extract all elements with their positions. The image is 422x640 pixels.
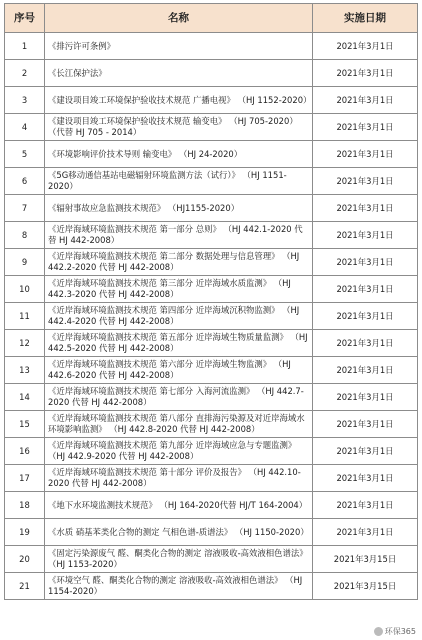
table-row [5, 519, 418, 546]
row-name: 《辐射事故应急监测技术规范》 （HJ1155-2020） [45, 195, 313, 222]
row-name: 《近岸海域环境监测技术规范 第一部分 总则》 （HJ 442.1-2020 代替 HJ 442-2008） [45, 222, 313, 249]
row-name: 《建设项目竣工环境保护验收技术规范 输变电》 （HJ 705-2020） （代替 HJ 705 - 2014） [45, 114, 313, 141]
table-row [5, 330, 418, 357]
row-name: 《近岸海域环境监测技术规范 第六部分 近岸海域生物监测》 （HJ 442.6-2020 代替 HJ 442-2008） [45, 357, 313, 384]
row-no: 11 [5, 303, 45, 330]
row-no: 13 [5, 357, 45, 384]
row-date: 2021年3月15日 [313, 573, 418, 600]
table-row [5, 492, 418, 519]
table-row [5, 573, 418, 600]
row-no: 2 [5, 60, 45, 87]
row-no: 9 [5, 249, 45, 276]
row-no: 18 [5, 492, 45, 519]
row-date: 2021年3月1日 [313, 384, 418, 411]
row-no: 16 [5, 438, 45, 465]
row-date: 2021年3月15日 [313, 546, 418, 573]
row-date: 2021年3月1日 [313, 276, 418, 303]
standards-table [4, 3, 418, 600]
header-name: 名称 [45, 4, 313, 33]
row-no: 7 [5, 195, 45, 222]
row-name: 《水质 硝基苯类化合物的测定 气相色谱-质谱法》 （HJ 1150-2020） [45, 519, 313, 546]
row-name: 《近岸海域环境监测技术规范 第七部分 入海河流监测》 （HJ 442.7-2020 代替 HJ 442-2008） [45, 384, 313, 411]
row-no: 19 [5, 519, 45, 546]
row-date: 2021年3月1日 [313, 222, 418, 249]
row-no: 12 [5, 330, 45, 357]
row-name: 《地下水环境监测技术规范》 （HJ 164-2020代替 HJ/T 164-2004） [45, 492, 313, 519]
row-date: 2021年3月1日 [313, 114, 418, 141]
table-row [5, 195, 418, 222]
row-date: 2021年3月1日 [313, 249, 418, 276]
row-name: 《近岸海域环境监测技术规范 第十部分 评价及报告》 （HJ 442.10-2020 代替 HJ 442-2008） [45, 465, 313, 492]
table-row [5, 303, 418, 330]
row-date: 2021年3月1日 [313, 87, 418, 114]
row-name: 《固定污染源废气 醛、酮类化合物的测定 溶液吸收-高效液相色谱法》 （HJ 1153-2020） [45, 546, 313, 573]
row-name: 《近岸海域环境监测技术规范 第二部分 数据处理与信息管理》 （HJ 442.2-2020 代替 HJ 442-2008） [45, 249, 313, 276]
table-row [5, 384, 418, 411]
row-date: 2021年3月1日 [313, 357, 418, 384]
row-no: 8 [5, 222, 45, 249]
brand-text: 环保365 [384, 627, 416, 636]
row-date: 2021年3月1日 [313, 465, 418, 492]
row-no: 17 [5, 465, 45, 492]
row-no: 5 [5, 141, 45, 168]
row-no: 21 [5, 573, 45, 600]
row-name: 《近岸海域环境监测技术规范 第四部分 近岸海域沉积物监测》 （HJ 442.4-2020 代替 HJ 442-2008） [45, 303, 313, 330]
brand-logo-icon [374, 627, 383, 636]
row-date: 2021年3月1日 [313, 492, 418, 519]
table-row [5, 141, 418, 168]
row-name: 《环境空气 醛、酮类化合物的测定 溶液吸收-高效液相色谱法》 （HJ 1154-2020） [45, 573, 313, 600]
table-row [5, 276, 418, 303]
header-date: 实施日期 [313, 4, 418, 33]
row-name: 《近岸海域环境监测技术规范 第八部分 直排海污染源及对近岸海域水环境影响监测》 （HJ 442.8-2020 代替 HJ 442-2008） [45, 411, 313, 438]
table-row [5, 438, 418, 465]
row-name: 《近岸海域环境监测技术规范 第三部分 近岸海域水质监测》 （HJ 442.3-2020 代替 HJ 442-2008） [45, 276, 313, 303]
table-row [5, 114, 418, 141]
row-date: 2021年3月1日 [313, 330, 418, 357]
row-date: 2021年3月1日 [313, 411, 418, 438]
brand-watermark [374, 626, 416, 637]
row-name: 《5G移动通信基站电磁辐射环境监测方法（试行）》 （HJ 1151-2020） [45, 168, 313, 195]
table-row [5, 546, 418, 573]
row-date: 2021年3月1日 [313, 195, 418, 222]
row-date: 2021年3月1日 [313, 141, 418, 168]
row-no: 4 [5, 114, 45, 141]
row-no: 10 [5, 276, 45, 303]
row-no: 1 [5, 33, 45, 60]
row-date: 2021年3月1日 [313, 438, 418, 465]
row-no: 6 [5, 168, 45, 195]
table-header-row [5, 4, 418, 33]
row-date: 2021年3月1日 [313, 303, 418, 330]
table-row [5, 222, 418, 249]
table-row [5, 465, 418, 492]
row-date: 2021年3月1日 [313, 33, 418, 60]
table-row [5, 249, 418, 276]
table-row [5, 33, 418, 60]
row-name: 《建设项目竣工环境保护验收技术规范 广播电视》 （HJ 1152-2020） [45, 87, 313, 114]
table-row [5, 411, 418, 438]
row-name: 《近岸海域环境监测技术规范 第九部分 近岸海域应急与专题监测》 （HJ 442.9-2020 代替 HJ 442-2008） [45, 438, 313, 465]
row-date: 2021年3月1日 [313, 60, 418, 87]
table-row [5, 168, 418, 195]
row-name: 《排污许可条例》 [45, 33, 313, 60]
row-date: 2021年3月1日 [313, 168, 418, 195]
header-no: 序号 [5, 4, 45, 33]
row-name: 《长江保护法》 [45, 60, 313, 87]
row-no: 20 [5, 546, 45, 573]
table-row [5, 87, 418, 114]
row-no: 15 [5, 411, 45, 438]
table-row [5, 60, 418, 87]
table-row [5, 357, 418, 384]
row-no: 14 [5, 384, 45, 411]
row-no: 3 [5, 87, 45, 114]
row-date: 2021年3月1日 [313, 519, 418, 546]
row-name: 《环境影响评价技术导则 输变电》 （HJ 24-2020） [45, 141, 313, 168]
row-name: 《近岸海域环境监测技术规范 第五部分 近岸海域生物质量监测》 （HJ 442.5-2020 代替 HJ 442-2008） [45, 330, 313, 357]
